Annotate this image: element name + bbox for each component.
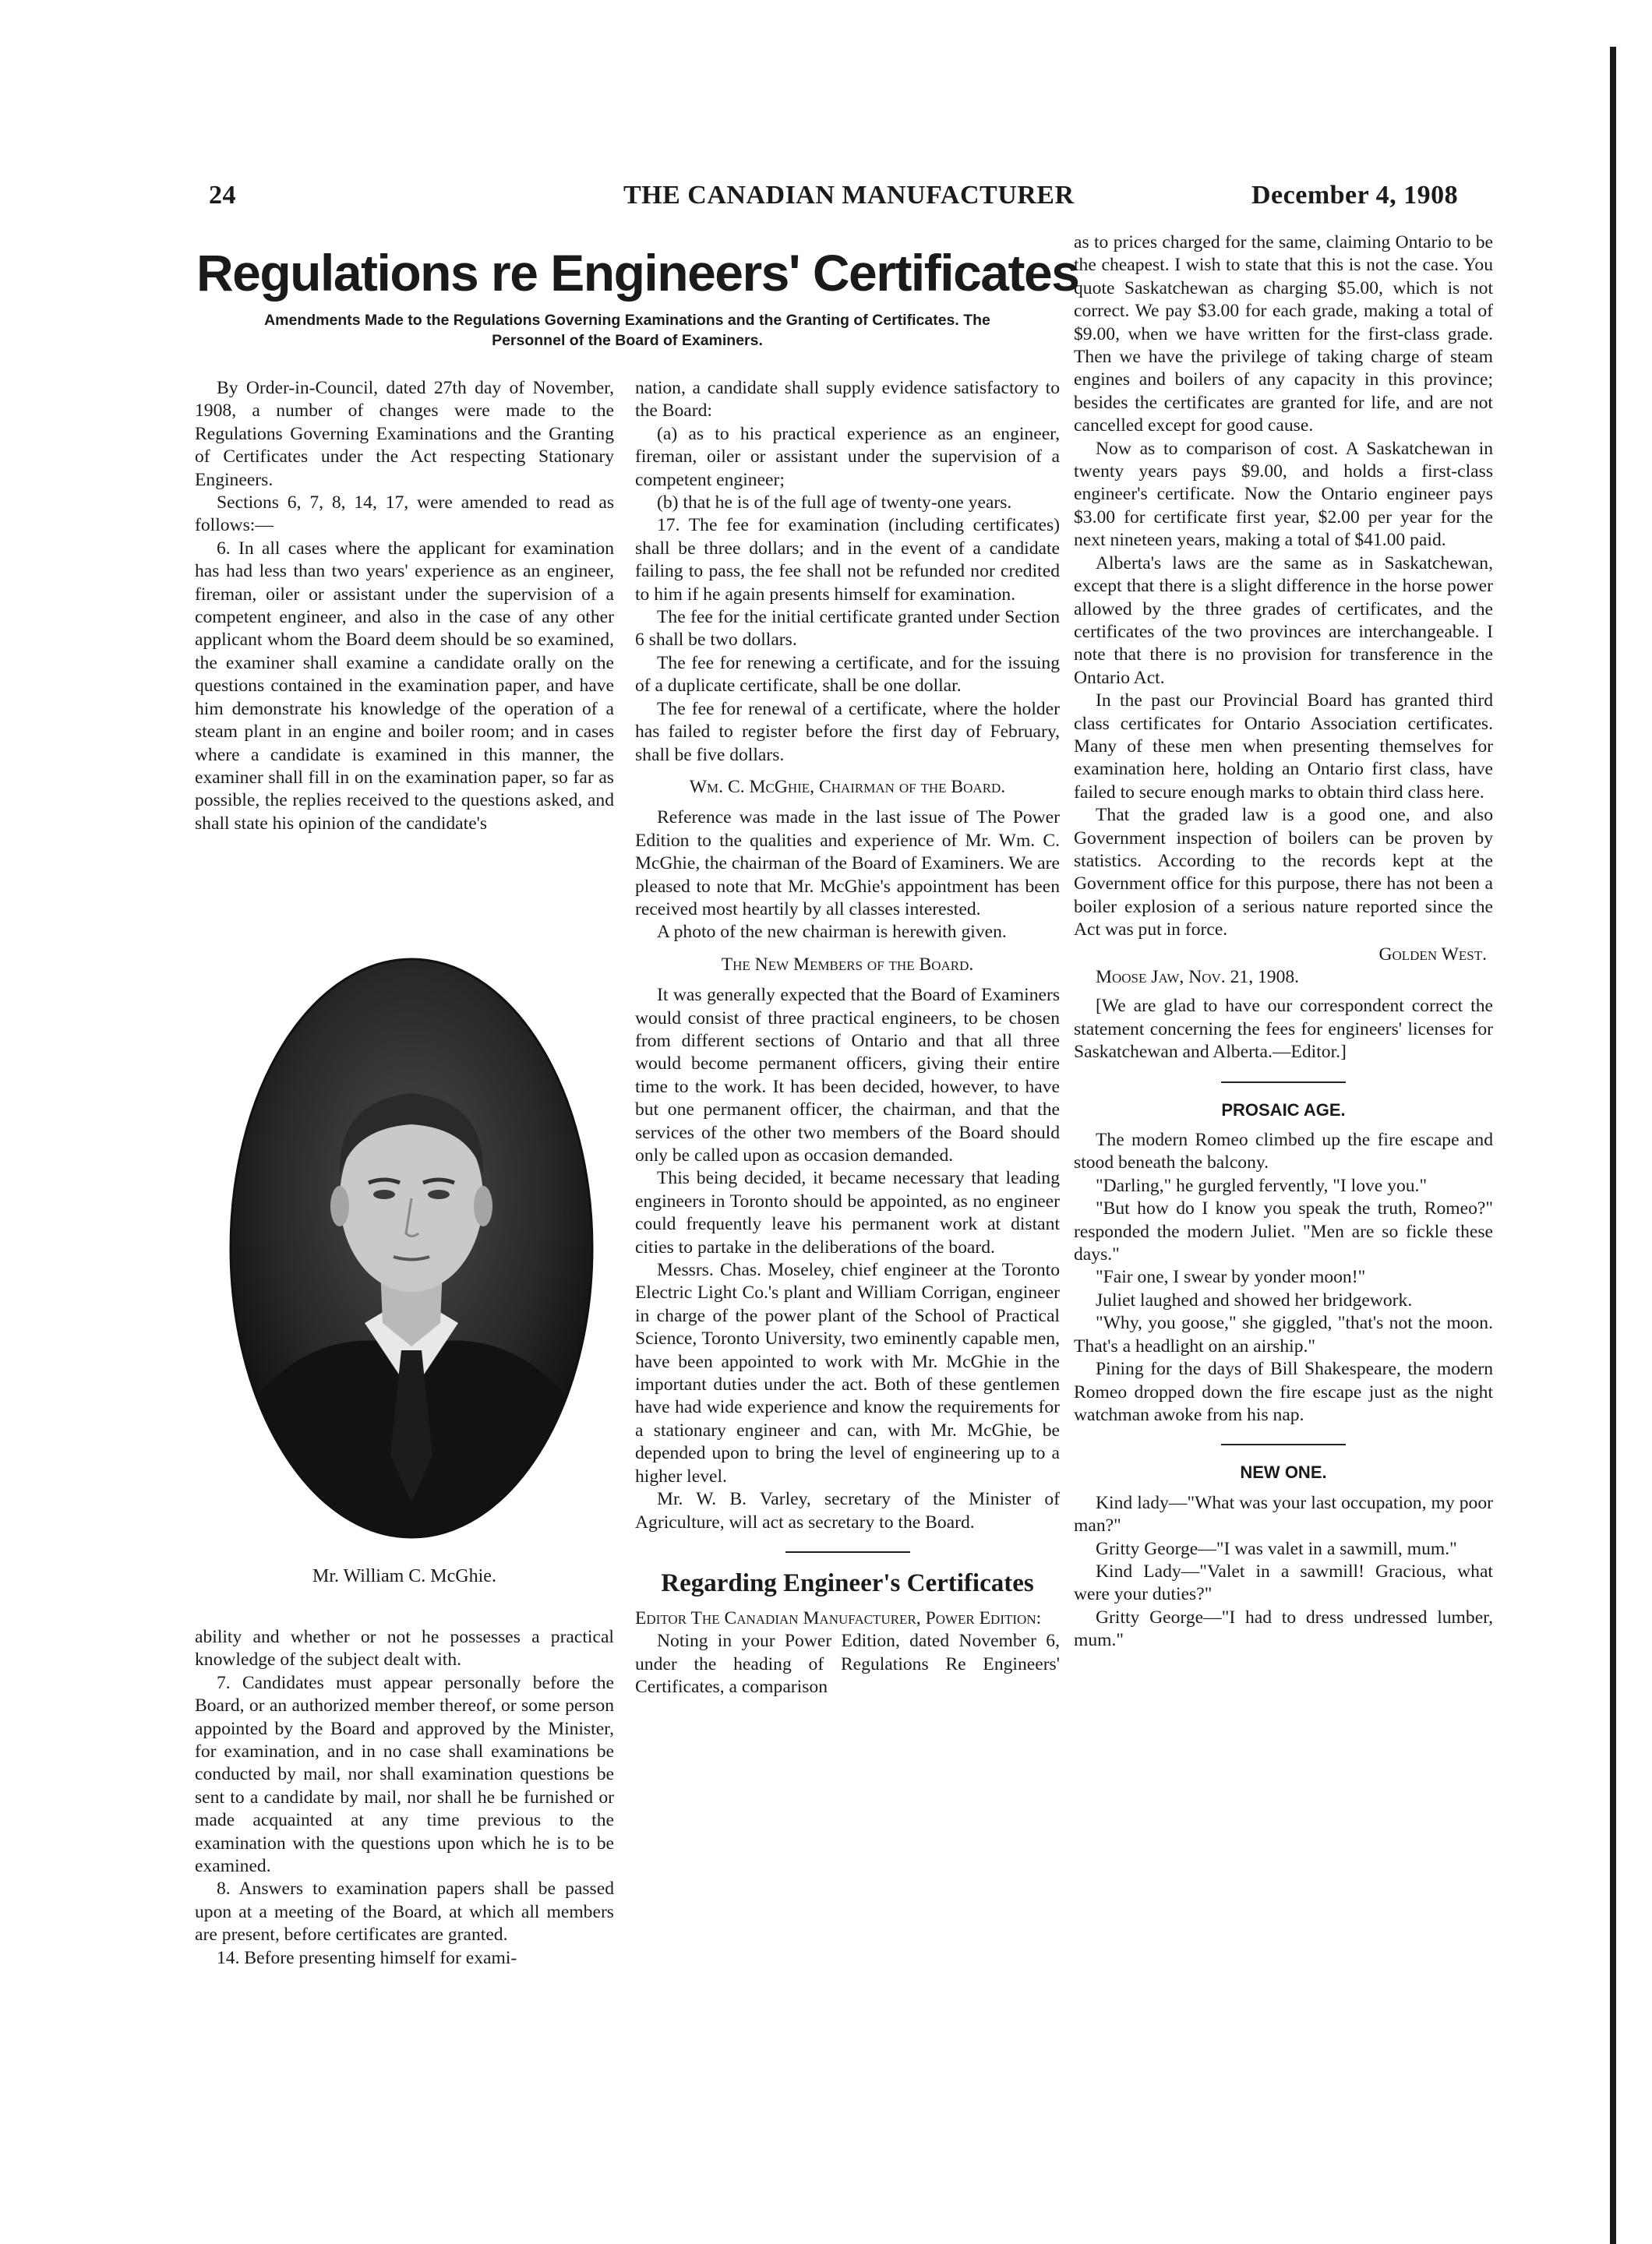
paragraph: Messrs. Chas. Moseley, chief engineer at the Toronto Electric Light Co.'s plant and William Corrigan, engineer in charge of the power plant of the School of Practical Science, Toronto University, two eminently capable men, have been appointed to work with Mr. McGhie in the important duties under the act. Both of these gentlemen have had wide experience and know the requirements for a stationary engineer and can, with Mr. McGhie, be depended upon to bring the level of engineering up to a higher level.: [635, 1260, 1060, 1487]
paragraph: (b) that he is of the full age of twenty-one years.: [657, 492, 1012, 513]
letter-signature: Golden West.: [1378, 944, 1487, 965]
paragraph: Reference was made in the last issue of The Power Edition to the qualities and experience of Mr. Wm. C. McGhie, the chairman of the Board of Examiners. We are pleased to note that Mr. McGhie's appointment has been received most heartily by all classes interested.: [635, 807, 1060, 919]
paragraph: Now as to comparison of cost. A Saskatchewan in twenty years pays $9.00, and holds a first-class engineer's certificate. Now the Ontario engineer pays $3.00 for certificate first year, $2.00 per year for the next nineteen years, making a total of $41.00 paid.: [1074, 438, 1493, 551]
column-a-bottom: [195, 1626, 614, 1970]
photo-caption: Mr. William C. McGhie.: [312, 1566, 496, 1586]
editor-note: [We are glad to have our correspondent correct the statement concerning the fees for engineers' licenses for Saskatchewan and Alberta.—Editor.]: [1074, 996, 1493, 1063]
paragraph: Noting in your Power Edition, dated November 6, under the heading of Regulations Re Engineers' Certificates, a comparison: [635, 1631, 1060, 1698]
issue-date: December 4, 1908: [1251, 181, 1459, 210]
letter-title: Regarding Engineer's Certificates: [661, 1568, 1034, 1597]
paragraph: By Order-in-Council, dated 27th day of November, 1908, a number of changes were made to the Regulations Governing Examinations and the Granting of Certificates under the Act respecting Stationary Engineers.: [195, 378, 614, 490]
page-edge-rule: [1610, 47, 1616, 2244]
section-divider: [785, 1551, 910, 1553]
column-c: [1074, 231, 1493, 1653]
paragraph: 8. Answers to examination papers shall be passed upon at a meeting of the Board, at which all members are present, before certificates are granted.: [195, 1879, 614, 1946]
paragraph: Juliet laughed and showed her bridgework.: [1096, 1290, 1413, 1311]
chairman-heading: Wm. C. McGhie, Chairman of the Board.: [689, 776, 1006, 797]
paragraph: ability and whether or not he possesses a practical knowledge of the subject dealt with.: [195, 1627, 614, 1671]
paragraph: Kind Lady—"Valet in a sawmill! Gracious, what were your duties?": [1074, 1561, 1493, 1605]
paragraph: (a) as to his practical experience as an engineer, fireman, oiler or assistant under the supervision of a competent engineer;: [635, 423, 1060, 490]
paragraph: Gritty George—"I was valet in a sawmill, mum.": [1096, 1538, 1457, 1559]
section-divider: [1221, 1081, 1346, 1083]
paragraph: 7. Candidates must appear personally before the Board, or an authorized member thereof, or some person appointed by the Board and approved by the Minister, for examination, and in no case shall examinations be conducted by mail, nor shall examination questions be sent to a candidate by mail, nor shall he be furnished or made acquainted at any time previous to the examination with the questions upon which he is to be examined.: [195, 1672, 614, 1877]
paragraph: Sections 6, 7, 8, 14, 17, were amended to read as follows:—: [195, 492, 614, 536]
paragraph: Gritty George—"I had to dress undressed lumber, mum.": [1074, 1607, 1493, 1651]
paragraph: "Darling," he gurgled fervently, "I love you.": [1096, 1175, 1428, 1196]
letter-place-date: Moose Jaw, Nov. 21, 1908.: [1096, 967, 1300, 987]
paragraph: as to prices charged for the same, claiming Ontario to be the cheapest. I wish to state that this is not the case. You quote Saskatchewan as charging $5.00, which is not correct. We pay $3.00 for each grade, making a total of $9.00, when we have written for the first-class grade. Then we have the privilege of taking charge of steam engines and boilers of any capacity in this province; besides the certificates are granted for life, and are not cancelled except for good cause.: [1074, 232, 1493, 436]
paragraph: nation, a candidate shall supply evidence satisfactory to the Board:: [635, 378, 1060, 422]
paragraph: Pining for the days of Bill Shakespeare, the modern Romeo dropped down the fire escape just as the night watchman awoke from his nap.: [1074, 1359, 1493, 1425]
paragraph: "Why, you goose," she giggled, "that's not the moon. That's a headlight on an airship.": [1074, 1313, 1493, 1357]
page-number: 24: [209, 181, 236, 210]
paragraph: Kind lady—"What was your last occupation, my poor man?": [1074, 1492, 1493, 1537]
paragraph: Alberta's laws are the same as in Saskatchewan, except that there is a slight difference in the horse power allowed by the three grades of certificates, and the certificates of the two provinces are interchangeable. I note that there is no provision for transference in the Ontario Act.: [1074, 552, 1493, 688]
paragraph: That the graded law is a good one, and also Government inspection of boilers can be proven by statistics. According to the records kept at the Government office for this purpose, there has not been a boiler explosion of a serious nature reported since the Act was put in force.: [1074, 805, 1493, 940]
paragraph: In the past our Provincial Board has granted third class certificates for Ontario Association certificates. Many of these men when presenting themselves for examination here, holding an Ontario first class, have failed to secure enough marks to obtain third class here.: [1074, 690, 1493, 803]
portrait-photo: [228, 957, 595, 1540]
paragraph: The fee for renewal of a certificate, where the holder has failed to register before the first day of February, shall be five dollars.: [635, 698, 1060, 765]
running-title: THE CANADIAN MANUFACTURER: [623, 181, 1075, 210]
column-b: [635, 377, 1060, 1699]
column-a-top: [195, 377, 614, 835]
section-divider: [1221, 1444, 1346, 1445]
letter-salutation: Editor The Canadian Manufacturer, Power Edition:: [635, 1607, 1042, 1628]
paragraph: 14. Before presenting himself for exami-: [217, 1947, 517, 1968]
members-heading: The New Members of the Board.: [721, 954, 974, 975]
prosaic-heading: PROSAIC AGE.: [1221, 1099, 1346, 1120]
paragraph: Mr. W. B. Varley, secretary of the Minister of Agriculture, will act as secretary to the Board.: [635, 1489, 1060, 1533]
article-title: Regulations re Engineers' Certificates: [196, 244, 1079, 302]
paragraph: 6. In all cases where the applicant for examination has had less than two years' experience as an engineer, fireman, oiler or assistant under the supervision of a competent engineer, and also in the case of any other applicant whom the Board deem should be so examined, the examiner shall examine a candidate orally on the questions contained in the examination paper, and have him demonstrate his knowledge of the operation of a steam plant in an engine and boiler room; and in cases where a candidate is examined in this manner, the examiner shall fill in on the examination paper, so far as possible, the replies received to the questions asked, and shall state his opinion of the candidate's: [195, 538, 614, 834]
paragraph: The fee for the initial certificate granted under Section 6 shall be two dollars.: [635, 607, 1060, 651]
paragraph: "But how do I know you speak the truth, Romeo?" responded the modern Juliet. "Men are so fickle these days.": [1074, 1198, 1493, 1265]
paragraph: It was generally expected that the Board of Examiners would consist of three practical engineers, to be chosen from different sections of Ontario and that all three would become permanent officers, giving their entire time to the work. It has been decided, however, to have but one permanent officer, the chairman, and that the services of the other two members of the Board should only be called upon as occasion demanded.: [635, 985, 1060, 1166]
new-one-heading: NEW ONE.: [1240, 1462, 1327, 1483]
article-subtitle: Amendments Made to the Regulations Governing Examinations and the Granting of Certificates. The Personnel of the Board of Examiners.: [264, 312, 990, 349]
paragraph: 17. The fee for examination (including certificates) shall be three dollars; and in the event of a candidate failing to pass, the fee shall not be refunded nor credited to him if he again presents himself for examination.: [635, 515, 1060, 605]
paragraph: A photo of the new chairman is herewith given.: [657, 922, 1007, 943]
paragraph: "Fair one, I swear by yonder moon!": [1096, 1267, 1366, 1288]
paragraph: The modern Romeo climbed up the fire escape and stood beneath the balcony.: [1074, 1130, 1493, 1173]
paragraph: This being decided, it became necessary that leading engineers in Toronto should be appointed, as no engineer could frequently leave his permanent work at distant cities to partake in the deliberations of the board.: [635, 1168, 1060, 1258]
paragraph: The fee for renewing a certificate, and for the issuing of a duplicate certificate, shall be one dollar.: [635, 652, 1060, 697]
